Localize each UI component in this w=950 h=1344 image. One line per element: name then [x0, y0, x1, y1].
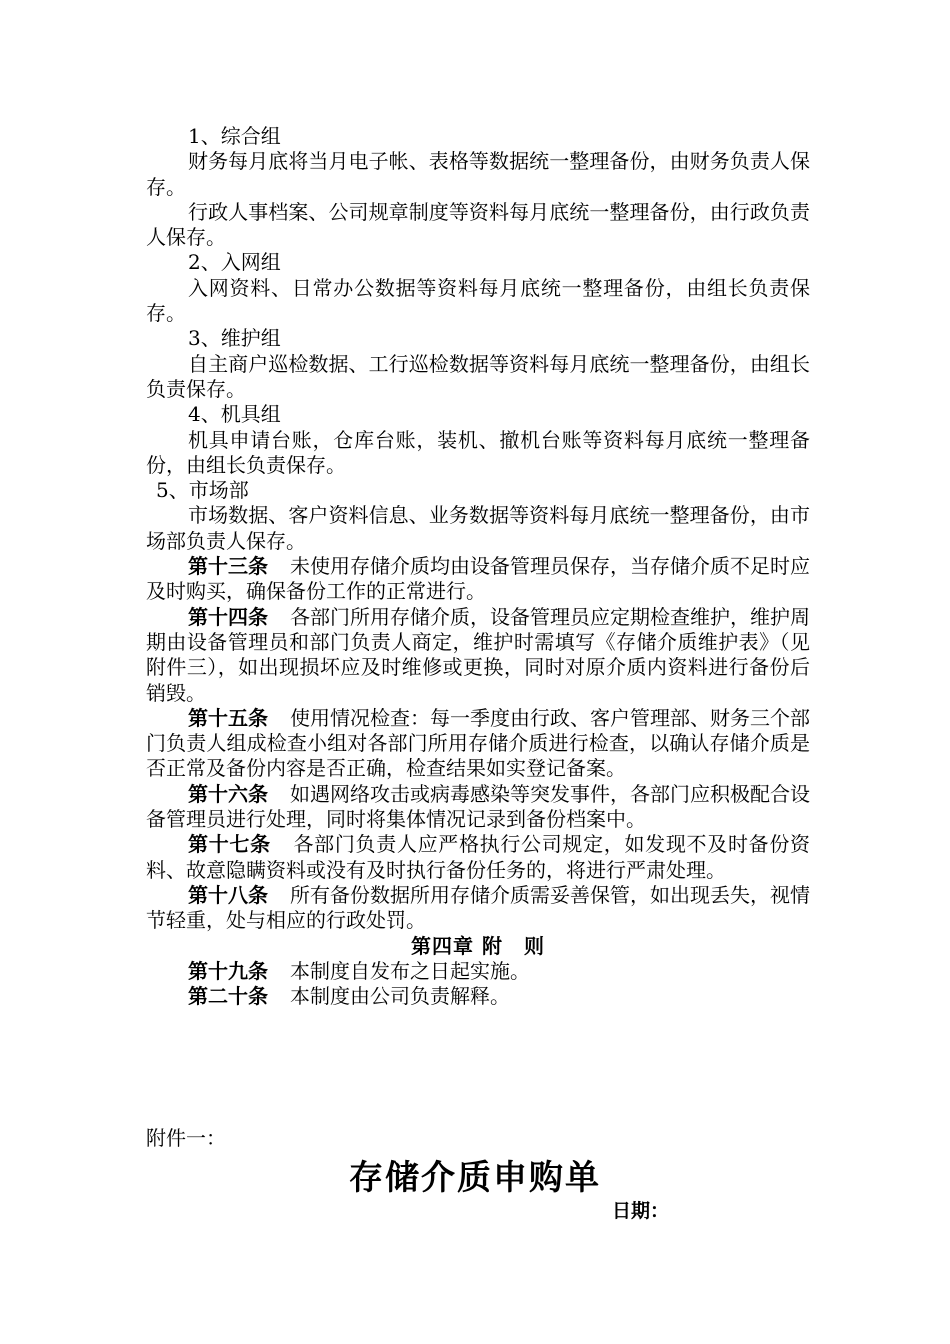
article-16 [146, 782, 810, 833]
article-text: 所有备份数据所用存储介质需妥善保管，如出现丢失，视情节轻重，处与相应的行政处罚。 [146, 882, 810, 933]
article-text: 本制度自发布之日起实施。 [290, 958, 530, 983]
article-17 [146, 832, 810, 883]
form-title: 存储介质申购单 [349, 1158, 601, 1198]
document-body [146, 124, 810, 1009]
article-label: 第十三条 [188, 554, 268, 579]
article-label: 第十五条 [188, 705, 268, 730]
article-14 [146, 605, 810, 706]
paragraph: 财务每月底将当月电子帐、表格等数据统一整理备份，由财务负责人保存。 [146, 149, 810, 199]
section-heading: 1、综合组 [188, 124, 281, 148]
article-text: 未使用存储介质均由设备管理员保存，当存储介质不足时应及时购买，确保备份工作的正常进行。 [146, 554, 810, 604]
article-label: 第二十条 [188, 984, 268, 1009]
section-heading: 3、维护组 [188, 326, 281, 351]
paragraph: 入网资料、日常办公数据等资料每月底统一整理备份，由组长负责保存。 [146, 275, 810, 326]
date-label: 日期： [612, 1200, 670, 1222]
article-label: 第十九条 [188, 958, 268, 983]
article-15 [146, 706, 810, 782]
paragraph: 市场数据、客户资料信息、业务数据等资料每月底统一整理备份，由市场部负责人保存。 [146, 503, 810, 553]
article-13 [146, 554, 810, 605]
chapter-title: 第四章 附 则 [411, 933, 545, 958]
article-label: 第十八条 [188, 882, 268, 907]
paragraph: 自主商户巡检数据、工行巡检数据等资料每月底统一整理备份，由组长负责保存。 [146, 351, 810, 401]
article-label: 第十四条 [188, 604, 268, 629]
section-heading: 2、入网组 [188, 250, 281, 275]
section-heading: 5、市场部 [156, 478, 249, 503]
article-text: 各部门所用存储介质，设备管理员应定期检查维护，维护周期由设备管理员和部门负责人商定，维护时需填写《存储介质维护表》（见附件三），如出现损坏应及时维修或更换，同时对原介质内资料进行备份后销毁。 [146, 604, 810, 705]
paragraph: 行政人事档案、公司规章制度等资料每月底统一整理备份，由行政负责人保存。 [146, 199, 810, 250]
article-text: 本制度由公司负责解释。 [290, 984, 510, 1009]
article-19 [146, 959, 810, 984]
article-20 [146, 984, 810, 1009]
attachment-label: 附件一： [146, 1126, 226, 1150]
article-text: 使用情况检查：每一季度由行政、客户管理部、财务三个部门负责人组成检查小组对各部门所用存储介质进行检查，以确认存储介质是否正常及备份内容是否正确，检查结果如实登记备案。 [146, 705, 810, 781]
article-text: 如遇网络攻击或病毒感染等突发事件，各部门应积极配合设备管理员进行处理，同时将集体情况记录到备份档案中。 [146, 781, 810, 832]
article-18 [146, 883, 810, 934]
paragraph: 机具申请台账，仓库台账，装机、撤机台账等资料每月底统一整理备份，由组长负责保存。 [146, 427, 810, 477]
article-label: 第十六条 [188, 781, 268, 806]
section-heading: 4、机具组 [188, 402, 281, 427]
article-text: 各部门负责人应严格执行公司规定，如发现不及时备份资料、故意隐瞒资料或没有及时执行备份任务的，将进行严肃处理。 [146, 832, 811, 882]
article-label: 第十七条 [188, 832, 271, 857]
